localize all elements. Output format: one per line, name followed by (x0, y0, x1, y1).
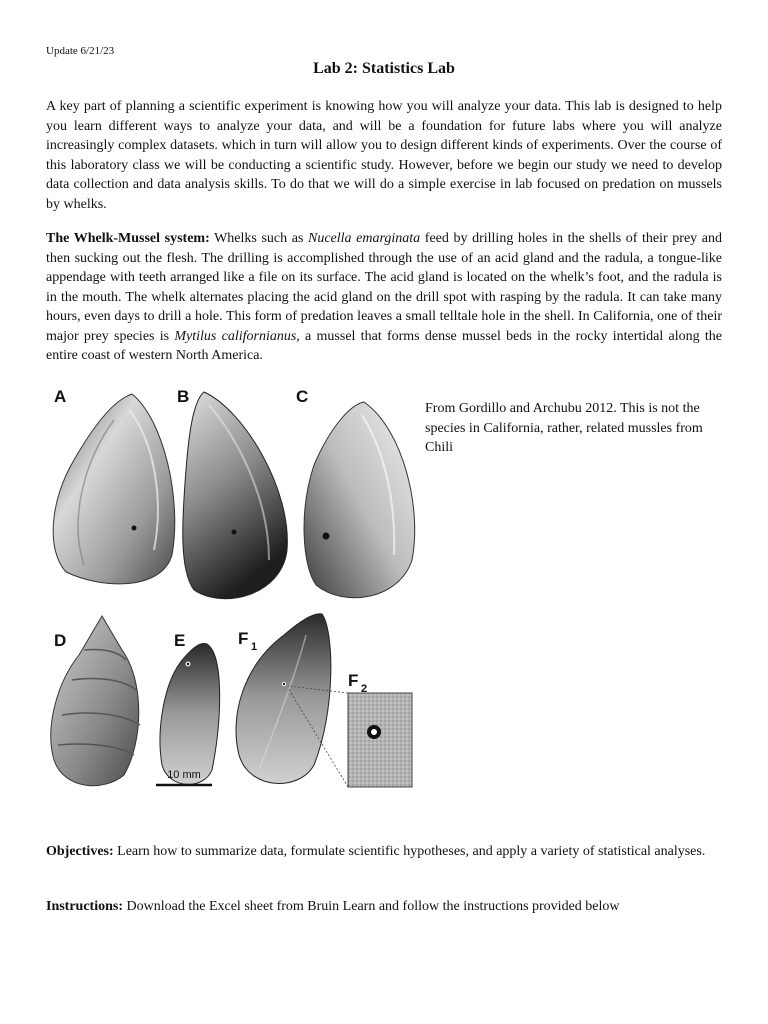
section-heading-whelk-mussel: The Whelk-Mussel system: (46, 231, 210, 246)
update-date: Update 6/21/23 (46, 45, 115, 57)
figure-label-f2-subscript: 2 (361, 683, 368, 695)
figure-caption: From Gordillo and Archubu 2012. This is not the species in California, rather, related mussles from Chili (425, 401, 703, 455)
figure-label-b: B (177, 387, 190, 406)
shell-c (304, 402, 415, 598)
scale-bar-label: 10 mm (167, 769, 201, 781)
shell-e (160, 644, 220, 785)
body-text: feed by drilling holes in the shells of their prey and then sucking out the flesh. The drilling is accomplished through the use of an acid gland and the radula, a tongue-like appendage with teeth arranged like a file on its surface. The acid gland is located on the whelk’s foot, and the radula is in the mouth. The whelk alternates placing the acid gland on the drill spot with rasping by the radula. It can take many hours, even days to drill a hole. This form of predation leaves a small telltale hole in the shell. In California, one of their major prey species is (46, 231, 722, 344)
shell-b (183, 392, 288, 599)
figure-label-f1: F (238, 629, 249, 648)
instructions-text: Download the Excel sheet from Bruin Learn and follow the instructions provided below (123, 899, 620, 914)
figure-label-e: E (174, 631, 186, 650)
shell-a (53, 394, 175, 584)
shell-f1 (236, 614, 331, 784)
figure-label-f1-subscript: 1 (251, 641, 258, 653)
intro-paragraph: A key part of planning a scientific experiment is knowing how you will analyze your data. This lab is designed to help you learn different ways to analyze your data, and will be a foundation for future labs where you will analyze increasingly complex datasets. which in turn will allow you to design different kinds of experiments. Over the course of this laboratory class we will be conducting a scientific study. However, before we begin our study we need to develop data collection and data analysis skills. To do that we will do a simple exercise in lab focused on predation on mussels by whelks. (46, 99, 722, 212)
instructions-paragraph (46, 897, 722, 917)
objectives-text: Learn how to summarize data, formulate scientific hypotheses, and apply a variety of statistical analyses. (113, 844, 706, 859)
species-name: Nucella emarginata (308, 231, 421, 246)
objectives-heading: Objectives: (46, 844, 114, 859)
species-name: Mytilus californianus, (174, 328, 300, 344)
objectives-paragraph (46, 842, 722, 862)
whelk-mussel-paragraph (46, 229, 722, 366)
shell-photographs (44, 380, 420, 793)
body-text: a mussel that forms dense mussel beds in the rocky intertidal along the entire coast of western North America. (46, 328, 723, 363)
figure-label-c: C (296, 387, 309, 406)
shell-figure (44, 380, 420, 793)
figure-label-f2: F (348, 671, 359, 690)
figure-label-d: D (54, 631, 67, 650)
instructions-heading: Instructions: (46, 899, 124, 914)
body-text: Whelks such as (209, 231, 308, 246)
page-title: Lab 2: Statistics Lab (313, 60, 455, 77)
figure-label-a: A (54, 387, 67, 406)
